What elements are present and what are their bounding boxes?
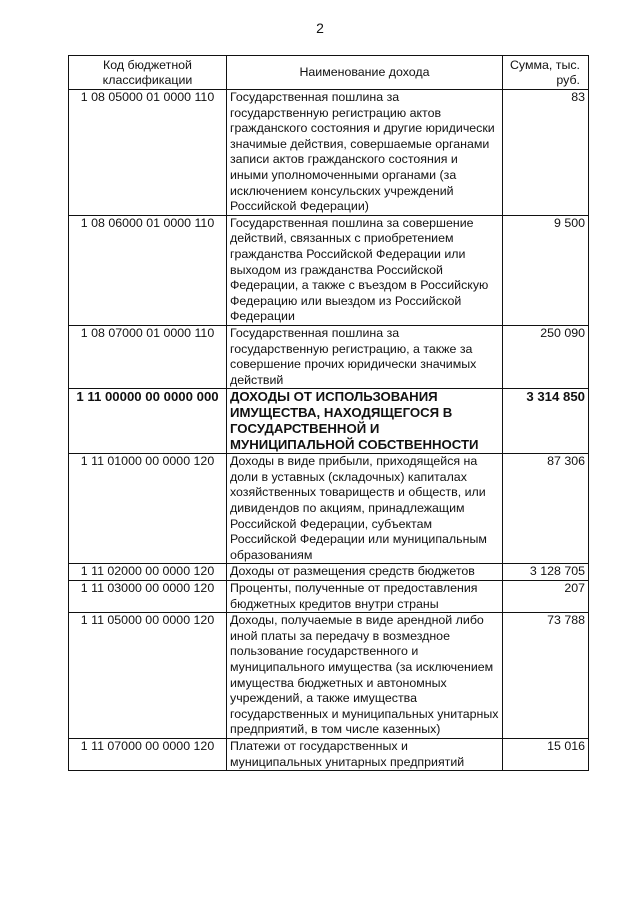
row-sum: 83	[503, 90, 589, 216]
row-name: Доходы, получаемые в виде арендной либо иной платы за передачу в возмездное пользование государственного и муниципального имущества (за исключением имущества бюджетных и автономных учреждений, а также имущества государственных и муниципальных унитарных предприятий, в том числе казенных)	[227, 613, 503, 739]
row-sum: 3 314 850	[503, 389, 589, 454]
row-sum: 9 500	[503, 215, 589, 325]
table-row	[69, 325, 589, 388]
row-sum: 73 788	[503, 613, 589, 739]
row-name: Доходы в виде прибыли, приходящейся на доли в уставных (складочных) капиталах хозяйственных товариществ и обществ, или дивидендов по акциям, принадлежащим Российской Федерации, субъектам Российской Федерации или муниципальным образованиям	[227, 454, 503, 564]
header-name: Наименование дохода	[227, 56, 503, 90]
table-row	[69, 613, 589, 739]
row-name: Доходы от размещения средств бюджетов	[227, 564, 503, 581]
row-name: Государственная пошлина за совершение действий, связанных с приобретением гражданства Российской Федерации или выходом из гражданства Российской Федерации, а также с въездом в Российскую Федерацию или выездом из Российской Федерации	[227, 215, 503, 325]
revenue-table	[68, 55, 589, 771]
row-code: 1 11 05000 00 0000 120	[69, 613, 227, 739]
row-name: ДОХОДЫ ОТ ИСПОЛЬЗОВАНИЯ ИМУЩЕСТВА, НАХОДЯЩЕГОСЯ В ГОСУДАРСТВЕННОЙ И МУНИЦИПАЛЬНОЙ СОБСТВЕННОСТИ	[227, 389, 503, 454]
table-row	[69, 581, 589, 613]
table-row	[69, 564, 589, 581]
row-code: 1 11 00000 00 0000 000	[69, 389, 227, 454]
row-name: Государственная пошлина за государственную регистрацию актов гражданского состояния и другие юридически значимые действия, совершаемые органами записи актов гражданского состояния и иными уполномоченными органами (за исключением консульских учреждений Российской Федерации)	[227, 90, 503, 216]
row-code: 1 08 05000 01 0000 110	[69, 90, 227, 216]
row-sum: 87 306	[503, 454, 589, 564]
row-code: 1 08 07000 01 0000 110	[69, 325, 227, 388]
row-sum: 207	[503, 581, 589, 613]
row-name: Платежи от государственных и муниципальных унитарных предприятий	[227, 738, 503, 770]
row-code: 1 11 01000 00 0000 120	[69, 454, 227, 564]
row-sum: 3 128 705	[503, 564, 589, 581]
table-row	[69, 215, 589, 325]
row-code: 1 08 06000 01 0000 110	[69, 215, 227, 325]
table-row	[69, 454, 589, 564]
page-number: 2	[316, 20, 324, 36]
row-code: 1 11 03000 00 0000 120	[69, 581, 227, 613]
row-sum: 15 016	[503, 738, 589, 770]
row-code: 1 11 07000 00 0000 120	[69, 738, 227, 770]
header-code: Код бюджетной классификации	[69, 56, 227, 90]
table-row	[69, 738, 589, 770]
row-code: 1 11 02000 00 0000 120	[69, 564, 227, 581]
row-name: Государственная пошлина за государственную регистрацию, а также за совершение прочих юридически значимых действий	[227, 325, 503, 388]
header-sum: Сумма, тыс. руб.	[503, 56, 589, 90]
row-sum: 250 090	[503, 325, 589, 388]
table-header-row	[69, 56, 589, 90]
row-name: Проценты, полученные от предоставления бюджетных кредитов внутри страны	[227, 581, 503, 613]
table-row-section	[69, 389, 589, 454]
table-row	[69, 90, 589, 216]
